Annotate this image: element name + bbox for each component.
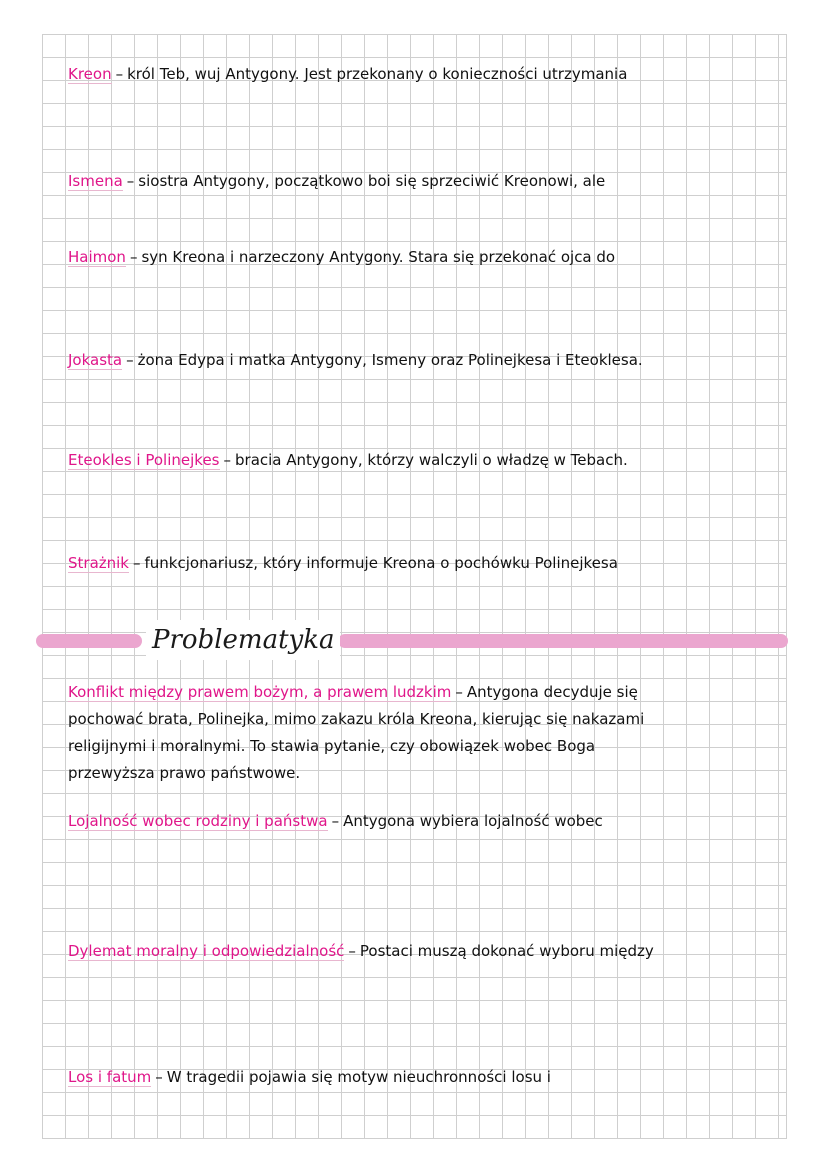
character-name: Haimon: [68, 248, 126, 266]
problem-text-line: W tragedii pojawia się motyw nieuchronności losu i: [166, 1068, 551, 1086]
character-name: Ismena: [68, 172, 123, 190]
problem-term: Konflikt między prawem bożym, a prawem ludzkim: [68, 683, 452, 701]
section-heading: Problematyka: [146, 620, 340, 660]
character-entry-haimon: Haimon – syn Kreona i narzeczony Antygony. Stara się przekonać ojca do: [68, 248, 616, 266]
character-entry-kreon: Kreon – król Teb, wuj Antygony. Jest przekonany o konieczności utrzymania: [68, 65, 628, 83]
character-description: siostra Antygony, początkowo boi się sprzeciwić Kreonowi, ale: [138, 172, 606, 190]
character-name: Kreon: [68, 65, 112, 83]
heading-bar-right: [338, 634, 788, 648]
character-description: syn Kreona i narzeczony Antygony. Stara się przekonać ojca do: [141, 248, 616, 266]
grid-paper: [42, 34, 787, 1139]
problem-text-line: pochować brata, Polinejka, mimo zakazu króla Kreona, kierując się nakazami: [68, 710, 645, 728]
problem-moral-dilemma: Dylemat moralny i odpowiedzialność – Postaci muszą dokonać wyboru między: [68, 942, 654, 960]
character-entry-jokasta: Jokasta – żona Edypa i matka Antygony, Ismeny oraz Polinejkesa i Eteoklesa.: [68, 351, 643, 369]
character-description: król Teb, wuj Antygony. Jest przekonany o konieczności utrzymania: [127, 65, 628, 83]
character-entry-eteokles-polinejkes: Eteokles i Polinejkes – bracia Antygony, którzy walczyli o władzę w Tebach.: [68, 451, 628, 469]
problem-text-line: przewyższa prawo państwowe.: [68, 764, 301, 782]
problem-term: Dylemat moralny i odpowiedzialność: [68, 942, 345, 960]
problem-term: Los i fatum: [68, 1068, 152, 1086]
problem-text-line: religijnymi i moralnymi. To stawia pytanie, czy obowiązek wobec Boga: [68, 737, 596, 755]
character-entry-straznik: Strażnik – funkcjonariusz, który informuje Kreona o pochówku Polinejkesa: [68, 554, 618, 572]
character-name: Eteokles i Polinejkes: [68, 451, 220, 469]
character-name: Jokasta: [68, 351, 123, 369]
problem-fate: Los i fatum – W tragedii pojawia się motyw nieuchronności losu i: [68, 1068, 551, 1086]
problem-term: Lojalność wobec rodziny i państwa: [68, 812, 328, 830]
problem-loyalty: Lojalność wobec rodziny i państwa – Antygona wybiera lojalność wobec: [68, 812, 603, 830]
problem-conflict-law: Konflikt między prawem bożym, a prawem ludzkim – Antygona decyduje się pochować brata, Polinejka, mimo zakazu króla Kreona, kierując się nakazami religijnymi i moralnymi. To stawia pytanie, czy obowiązek wobec Boga przewyższa prawo państwowe.: [68, 679, 748, 787]
character-entry-ismena: Ismena – siostra Antygony, początkowo boi się sprzeciwić Kreonowi, ale: [68, 172, 606, 190]
character-name: Strażnik: [68, 554, 129, 572]
character-description: funkcjonariusz, który informuje Kreona o pochówku Polinejkesa: [144, 554, 618, 572]
character-description: bracia Antygony, którzy walczyli o władzę w Tebach.: [235, 451, 628, 469]
problem-text-line: Antygona wybiera lojalność wobec: [343, 812, 603, 830]
heading-bar-left: [36, 634, 142, 648]
character-description: żona Edypa i matka Antygony, Ismeny oraz Polinejkesa i Eteoklesa.: [137, 351, 643, 369]
problem-text-line: Postaci muszą dokonać wyboru między: [359, 942, 654, 960]
problem-text-line: Antygona decyduje się: [466, 683, 638, 701]
